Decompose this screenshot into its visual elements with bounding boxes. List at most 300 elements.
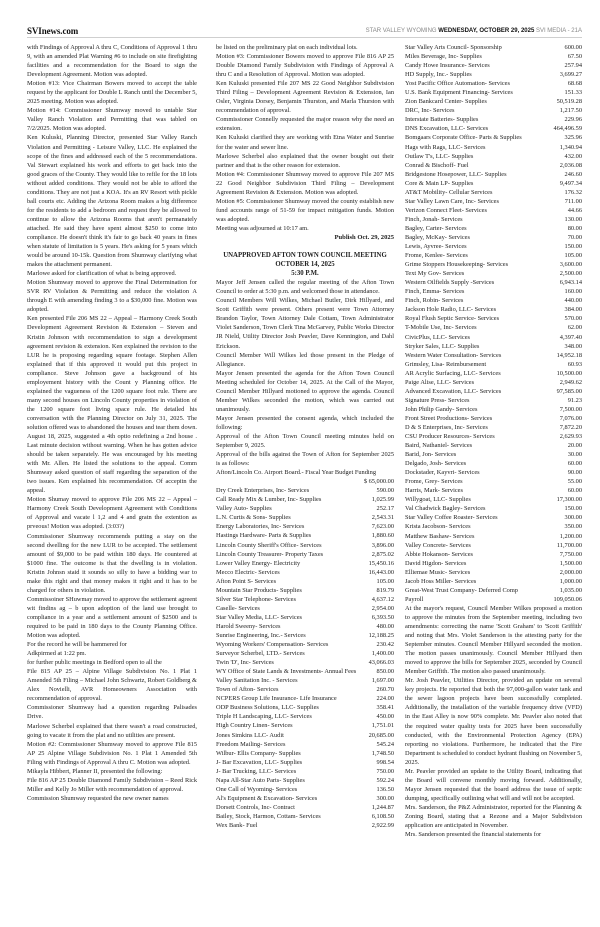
bill-amount: 1,025.99	[371, 496, 394, 504]
bill-payee: Matthew Bashaw- Services	[405, 532, 475, 540]
bill-payee: Wyoming Workers' Compensation- Services	[216, 641, 329, 649]
paragraph: Mayor Jensen presented the consent agenda, which included the following:	[216, 414, 394, 431]
paragraph: Ken Kuluski clarified they are working with Etna Water and Sunrise for the water and sewer line.	[216, 134, 394, 151]
paragraph: Approval of the bills against the Town of Afton for September 2025 is as follows:	[216, 451, 394, 468]
bill-amount: 55.00	[567, 478, 582, 486]
bill-row	[405, 513, 582, 522]
bill-row	[216, 504, 394, 513]
bill-payee: Great-West Trust Company- Deferred Comp	[405, 586, 518, 594]
bill-payee: Finch, Jonah- Services	[405, 215, 463, 223]
bill-amount: 325.96	[564, 134, 582, 142]
bill-row	[405, 423, 582, 432]
bill-row	[405, 197, 582, 206]
paragraph: File 815 AP 25 – Alpine Village Subdivision No. 1 Plat 1 Amended 5th Filing – Michael John Schwartz, Robert Goldberg & Alex Novielli, AVR Homeowners Association with recommendation of approval.	[27, 668, 197, 703]
bill-payee: Miles Beverage, Inc- Supplies	[405, 53, 482, 61]
paragraph: Mayor Jensen presented the agenda for the Afton Town Council Meeting scheduled for October 14, 2025. At the Call of the Mayor, Council Member Hillyard motioned to approve the agenda. Council Member Wilkes seconded the motion, which was carried out unanimously.	[216, 369, 394, 413]
bill-row	[216, 776, 394, 785]
paragraph: Motion #5: Commissioner Shumway moved the county establish new fund accounts range of 51-59 for impact mitigation funds. Motion was adopted.	[216, 197, 394, 223]
bill-row	[405, 242, 582, 251]
bill-payee: Star Valley Coffee Roaster- Services	[405, 514, 498, 522]
bill-amount: 1,340.94	[559, 143, 582, 151]
bill-payee: Call Ready Mix & Lumber, Inc- Supplies	[216, 496, 322, 504]
bill-amount: 1,880.60	[371, 532, 394, 540]
bill-row	[405, 459, 582, 468]
paragraph: for further public meetings in Bedford open to all the	[27, 659, 162, 667]
bill-row	[216, 731, 394, 740]
bill-amount: 136.50	[376, 785, 394, 793]
bill-payee: Finch, Robin- Services	[405, 297, 464, 305]
bill-amount: 440.00	[564, 297, 582, 305]
bill-payee: AR Acrylic Surfacing, LLC- Services	[405, 369, 501, 377]
bill-row	[405, 550, 582, 559]
paragraph: Commissioner Shumway had a question regarding Palisades Drive.	[27, 704, 197, 721]
bill-amount: 10,500.00	[556, 369, 582, 377]
bill-payee: Grime Stoppers Housekeeping- Services	[405, 261, 509, 269]
bill-row	[216, 803, 394, 812]
bill-payee: DNS Excavation, LLC- Services	[405, 125, 489, 133]
paragraph: Commissoiner SHuwmay moved to approve the settlement agreent wit findins ag – b upon adoption of the land use brought to compliance in a year and a settlement amount of $2500 and is required to be paid in 180 days to the County Planning Office. Motion was adopted.	[27, 595, 198, 640]
bill-payee: Star Valley Lawn Care, Inc- Services	[405, 197, 499, 205]
bill-payee: Frome, Kenlee- Services	[405, 252, 468, 260]
bill-amount: 97,585.00	[556, 387, 582, 395]
bill-row	[216, 676, 394, 685]
bill-payee: Town of Afton- Services	[216, 686, 279, 694]
bill-amount: 62.00	[567, 324, 582, 332]
bill-amount: 230.42	[376, 641, 394, 649]
paragraph: Commission Shumway requested the new owner names	[27, 794, 169, 802]
bill-row	[405, 52, 582, 61]
bill-amount: 2,954.00	[371, 604, 394, 612]
bill-payee: Twin 'D', Inc- Services	[216, 659, 274, 667]
bill-amount: 7,750.00	[559, 550, 582, 558]
bill-row	[405, 115, 582, 124]
bill-amount: 1,000.00	[559, 577, 582, 585]
bill-payee: Jones Simkins LLC- Audit	[216, 731, 284, 739]
bill-row	[216, 740, 394, 749]
bill-payee: AT&T Mobility- Cellular Services	[405, 188, 493, 196]
bill-row	[216, 486, 394, 495]
paragraph: Ken Kuluski, Planning Director, presented Star Valley Ranch Violation and Permitting - Leisure Valley, LLC. He explained the scope of the fines and addressed each of the 5 recommendations. Val Stewart explained his work and efforts to get back into the good graces of the County. They would like to refile for the 18 lots without added conditions. They would not be able to afford the conditions. They are not just a KOA. It's an RV Resort with pickle ball courts etc. Adding the Arizona Room makes a big difference for the residents to add a bedroom and request they be allowed to continue to allow the Arizona Rooms that aren't permanately attached. He said they have spent almost $250 to come into compliance. He doesn't think it's fair to go back 40 years in fines when statute of limitation is 5 years. He's asking for 5 years which would be around 10-15k. Question from Shumway clarifying what makes the attachment permanent.	[27, 134, 197, 269]
bill-amount: 11,700.00	[556, 541, 582, 549]
bill-payee: Lewis, Ayvree- Services	[405, 243, 467, 251]
bill-row	[216, 712, 394, 721]
bill-amount: 80.00	[567, 224, 582, 232]
paragraph: Meeting was adjourned at 10:17 am.	[216, 224, 309, 232]
bill-payee: T-Mobile Use, Inc- Services	[405, 324, 477, 332]
bill-row	[405, 224, 582, 233]
bill-row	[405, 541, 582, 550]
bill-payee: Caselle- Services	[216, 604, 260, 612]
bill-amount: 246.60	[564, 170, 582, 178]
bill-row	[405, 61, 582, 70]
paragraph: Commissioner Connelly requested the major reason why the need an extension.	[216, 116, 394, 133]
bill-amount: 30.00	[567, 451, 582, 459]
paragraph: Mrs. Sanderson, the P&Z Administrator, reported for the Planning & Zoning Board, stating that a Rezone and a Major Subdivision application are anticipated in November.	[405, 803, 582, 830]
paragraph: with Findings of Approval A thru C, Conditions of Approval 1 thru 9, with an amended Plat Warning #6 to include on site firefighting facilities and a recommendation for the Board to sign the Development Agreement. Motion was adopted.	[27, 44, 197, 79]
bill-payee: Finch, Emma- Services	[405, 288, 465, 296]
paragraph: Council Member Will Wilkes led those present in the Pledge of Allegiance.	[216, 351, 394, 368]
bill-row	[405, 188, 582, 197]
bill-row	[216, 794, 394, 803]
bill-amount: 358.41	[376, 704, 394, 712]
bill-row	[216, 721, 394, 730]
bill-amount: 257.94	[564, 62, 582, 70]
bill-payee: Mecco Electric- Services	[216, 568, 280, 576]
bill-payee: Verizon Connect Fleet- Services	[405, 206, 487, 214]
bill-payee: ODP Business Solutions, LLC- Supplies	[216, 704, 319, 712]
bill-payee: Bridgestone Hosepower, LLC- Supplies	[405, 170, 507, 178]
bill-amount: 7,872.20	[559, 423, 582, 431]
bill-row	[216, 559, 394, 568]
bill-payee: Abbie Hokanson- Services	[405, 550, 474, 558]
bill-payee: Lincoln County Treasurer- Property Taxes	[216, 550, 324, 558]
bill-payee: DRC, Inc- Services	[405, 107, 455, 115]
bill-amount: 1,244.87	[371, 803, 394, 811]
bill-payee: Baird, Nathaniel- Services	[405, 442, 473, 450]
paragraph: For the record he will be hammered for	[27, 641, 127, 649]
bill-amount: 998.54	[376, 758, 394, 766]
bill-row	[405, 477, 582, 486]
bill-row	[216, 640, 394, 649]
bill-row	[405, 323, 582, 332]
bill-payee: Yost Pacific Office Automation- Services	[405, 80, 510, 88]
bill-amount: 300.00	[376, 794, 394, 802]
bill-payee: John Philip Gandy- Services	[405, 405, 478, 413]
bill-amount: 70.00	[567, 233, 582, 241]
bill-row	[216, 568, 394, 577]
bill-row	[405, 251, 582, 260]
bill-row	[216, 785, 394, 794]
bill-row	[405, 432, 582, 441]
bill-amount: 1,035.00	[559, 586, 582, 594]
bill-row	[216, 622, 394, 631]
meeting-heading: UNAPPROVED AFTON TOWN COUNCIL MEETING	[223, 252, 387, 260]
bill-amount: 2,500.00	[559, 270, 582, 278]
bill-row	[405, 595, 582, 604]
paragraph: File 816 AP 25 Double Diamond Family Subdivision – Reed Rick Miller and Kelly Jo Miller with recommendation of approval.	[27, 776, 197, 793]
site-name: SVInews.com	[27, 26, 79, 36]
bill-payee: Wilbur- Ellis Company- Supplies	[216, 749, 301, 757]
bill-amount: 44.66	[567, 206, 582, 214]
bill-amount: 4,397.40	[559, 333, 582, 341]
bill-payee: Conrad & Bischoff- Fuel	[405, 161, 469, 169]
bill-row	[405, 559, 582, 568]
bill-row	[405, 396, 582, 405]
bill-row	[405, 296, 582, 305]
paragraph: Adkpirmed at 1:22 pm.	[27, 650, 87, 658]
bill-row	[405, 532, 582, 541]
bill-payee: CivicPlus, LLC- Services	[405, 333, 471, 341]
bill-payee: Lincoln County Sheriff's Office- Services	[216, 541, 322, 549]
bill-row	[405, 88, 582, 97]
bill-amount: 2,949.62	[559, 378, 582, 386]
bill-payee: Stryker Sales, LLC- Supplies	[405, 342, 480, 350]
bill-payee: Elliemae Music- Services	[405, 568, 471, 576]
bill-payee: Lower Valley Energy- Electricity	[216, 559, 301, 567]
bill-payee: Grimsley, Lisa- Reimbursement	[405, 360, 487, 368]
bill-row	[405, 143, 582, 152]
bill-amount: 6,943.14	[559, 279, 582, 287]
bill-row	[216, 703, 394, 712]
paragraph: Mayor Jeff Jensen called the regular meeting of the Afton Town Council to order at 5:30 p.m. and welcomed those in attendance.	[216, 279, 394, 296]
bill-row	[405, 179, 582, 188]
bill-payee: Candy Howe Insurance- Services	[405, 62, 490, 70]
bill-row	[216, 812, 394, 821]
bill-amount: 15,450.16	[368, 559, 394, 567]
bill-row	[405, 233, 582, 242]
bill-row	[216, 586, 394, 595]
bill-row	[405, 387, 582, 396]
paragraph: Mr. Peavler provided an update to the Utility Board, indicating that the Board will convene monthly moving forward. Additionally, Mayor Jensen requested that the board address the issue of septic dumping, specifically outlining what will and will not be accepted.	[405, 767, 582, 802]
bill-payee: Krista Jacobson- Services	[405, 523, 471, 531]
paragraph: Ken Kuluski presented File 207 MS 22 Good Neighbor Subdivision Third Filing – Development Agreement Revision & Extension, Ian Osler, Virginia Dorsey, Benjamin Thurston, and Marla Thurston with recommendation of approval.	[216, 80, 394, 115]
bill-amount: 750.00	[376, 767, 394, 775]
bill-amount: 105.00	[564, 252, 582, 260]
bill-row	[405, 351, 582, 360]
bill-payee: Valley Concrete- Services	[405, 541, 471, 549]
bill-payee: Afton Point S- Services	[216, 577, 277, 585]
bill-row	[216, 531, 394, 540]
bill-payee: WY Office of State Lands & Investments- Annual Fees	[216, 668, 357, 676]
bill-row	[216, 821, 394, 830]
bill-amount: 9,497.34	[559, 179, 582, 187]
bill-amount: 260.70	[376, 686, 394, 694]
bill-payee: Zion Bankcard Center- Supplies	[405, 98, 487, 106]
bill-payee: Core & Main LP- Supplies	[405, 179, 474, 187]
bill-row	[405, 133, 582, 142]
bill-row	[216, 658, 394, 667]
bill-row	[405, 378, 582, 387]
bill-row	[405, 369, 582, 378]
bill-row	[216, 767, 394, 776]
bill-amount: 20,685.00	[368, 731, 394, 739]
bill-amount: 2,875.02	[371, 550, 394, 558]
bill-row	[405, 170, 582, 179]
bill-payee: Dry Creek Enterprises, Inc- Services	[216, 487, 310, 495]
bill-amount: 2,629.93	[559, 433, 582, 441]
bill-payee: High Country Linen- Services	[216, 722, 293, 730]
paragraph: Motion #13: Vice Chairman Bowers moved to accept the table request by the applicant for Double L Ranch until the December 5, 2025 meeting. Motion was adopted.	[27, 80, 197, 106]
bill-amount: 590.00	[376, 487, 394, 495]
bill-payee: Bagley, Carter- Services	[405, 224, 467, 232]
bill-row	[405, 152, 582, 161]
bill-row	[405, 360, 582, 369]
bill-row	[405, 314, 582, 323]
bill-payee: Valley Sanitation Inc. - Services	[216, 677, 298, 685]
bill-row	[405, 577, 582, 586]
bill-payee: Al's Equipment & Excavation- Services	[216, 794, 318, 802]
bill-amount: 50,519.28	[556, 98, 582, 106]
bill-row	[405, 450, 582, 459]
bill-row	[216, 541, 394, 550]
bill-row	[405, 342, 582, 351]
bill-payee: Outlaw T's, LLC- Supplies	[405, 152, 474, 160]
bill-amount: 348.00	[564, 342, 582, 350]
bill-row	[405, 504, 582, 513]
bill-amount: 224.00	[376, 695, 394, 703]
bill-amount: 60.00	[567, 487, 582, 495]
bill-amount: 350.00	[564, 523, 582, 531]
bill-row	[405, 568, 582, 577]
page-number: SVI MEDIA - 21A	[535, 28, 582, 34]
bill-payee: D & S Enterprises, Inc- Services	[405, 423, 488, 431]
bill-amount: 3,600.00	[559, 261, 582, 269]
bill-amount: 6,393.50	[371, 613, 394, 621]
bill-payee: Bailey, Stock, Harmon, Cottam- Services	[216, 812, 321, 820]
bill-row	[405, 405, 582, 414]
bill-amount: 68.68	[567, 80, 582, 88]
bill-amount: 90.00	[567, 469, 582, 477]
bill-amount: 1,400.00	[371, 650, 394, 658]
bill-row	[216, 522, 394, 531]
bill-payee: L.N. Curtis & Sons- Supplies	[216, 514, 291, 522]
bill-payee: CSU Producer Resources- Services	[405, 433, 495, 441]
bill-payee: Text My Gov- Services	[405, 270, 465, 278]
bill-payee: J- Bar Excavation, LLC- Supplies	[216, 758, 303, 766]
bill-amount: 60.93	[567, 360, 582, 368]
bill-amount: 7,623.00	[371, 523, 394, 531]
bill-payee: Bomgaars Corporate Office- Parts & Supplies	[405, 134, 522, 142]
bill-payee: Dockstader, Kayvri- Services	[405, 469, 480, 477]
bill-row	[216, 513, 394, 522]
bill-row	[216, 685, 394, 694]
column-3	[405, 43, 582, 839]
bill-amount: 105.00	[376, 577, 394, 585]
bill-payee: Front Street Productions- Services	[405, 414, 493, 422]
publish-date: Publish Oct. 29, 2025	[334, 233, 394, 241]
issue-date: WEDNESDAY, OCTOBER 29, 2025	[438, 28, 535, 34]
bill-amount: 6,108.50	[371, 812, 394, 820]
dateline	[366, 28, 582, 34]
bill-amount: 150.00	[564, 505, 582, 513]
bill-payee: Western Water Consultation- Services	[405, 351, 502, 359]
bill-row	[405, 522, 582, 531]
meeting-heading: OCTOBER 14, 2025	[275, 261, 335, 269]
bill-amount: 450.00	[376, 713, 394, 721]
column-1	[27, 43, 197, 803]
bill-payee: Bagley, McKay- Services	[405, 233, 470, 241]
bill-payee: Payroll	[405, 595, 424, 603]
bill-row	[405, 70, 582, 79]
bill-payee: Jackson Hole Radio, LLC- Services	[405, 306, 497, 314]
bill-row	[405, 468, 582, 477]
paragraph: Mikayla Hibbert, Planner II, presented the following:	[27, 767, 163, 775]
paragraph: Mrs. Sanderson presented the financial statements for	[405, 831, 542, 839]
bill-payee: Barid, Jon- Services	[405, 451, 457, 459]
bill-amount: 2,036.08	[559, 161, 582, 169]
bill-payee: Mountain Star Products- Supplies	[216, 586, 302, 594]
bill-payee: Paige Alise, LLC- Services	[405, 378, 475, 386]
bill-payee: Star Valley Arts Council- Sponsorship	[405, 44, 502, 51]
bill-row	[405, 486, 582, 495]
bill-row	[405, 161, 582, 170]
bill-amount: 1,500.00	[559, 559, 582, 567]
bill-amount: 432.00	[564, 152, 582, 160]
bill-amount: 229.96	[564, 116, 582, 124]
bill-payee: Hastings Hardware- Parts & Supplies	[216, 532, 312, 540]
bill-row	[405, 269, 582, 278]
bill-payee: Signature Press- Services	[405, 396, 470, 404]
bill-amount: 1,751.01	[371, 722, 394, 730]
bill-amount: 60.00	[567, 460, 582, 468]
paragraph: Motion #3: Commissioner Bowers moved to approve File 816 AP 25 Double Diamond Family Subdivision with Findings of Approval A thru C and a Resolution of Approval. Motion was adopted.	[216, 53, 394, 79]
bill-amount: 43,066.03	[368, 659, 394, 667]
bill-row	[405, 441, 582, 450]
bill-payee: Silver Star Telephone- Services	[216, 595, 296, 603]
bill-payee: Delgado, Josh- Services	[405, 460, 467, 468]
bill-amount: 20.00	[567, 442, 582, 450]
bill-payee: Freedom Mailing- Services	[216, 740, 286, 748]
bill-amount: 1,748.50	[371, 749, 394, 757]
bill-row	[405, 215, 582, 224]
paragraph: Motion Shumway moved to approve the Final Determination for SVR RV Violation & Permitting and reduce the violation A through E with amending finding 3 to a $30,000 fine. Motion was adopted.	[27, 279, 197, 314]
bill-amount: 7,500.00	[559, 405, 582, 413]
bill-payee: One Call of Wyoming- Services	[216, 785, 298, 793]
bill-payee: Western Oilfields Supply -Services	[405, 279, 495, 287]
paragraph: Commissioner Shumway recommends putting a stay on the second dwelling for the new LUR to be accepted. The settlement amount of $9,000 to be paid within 180 days. He countered at $1000 fine. The outcome is that the dwelling is in violation. Kristin Johnsn staid it sounds so silly to have a bidding war to make this right and that money makes it right and it has to be charged for others in violation.	[27, 532, 197, 594]
bill-amount: 150.00	[564, 243, 582, 251]
bill-payee: Interstate Batteries- Supplies	[405, 116, 479, 124]
bill-payee: David Higdon- Services	[405, 559, 467, 567]
bill-payee: Sunrise Engineering, Inc.- Services	[216, 632, 306, 639]
bill-row	[405, 97, 582, 106]
paragraph: Marlowe asked for clarification of what is being approved.	[27, 270, 177, 278]
bill-row	[405, 206, 582, 215]
paragraph: Motion #4: Commissioner Shumway moved to approve File 207 MS 22 Good Neighbor Subdivision Third Filing – Development Agreement Revision & Extension. Motion was adopted.	[216, 170, 394, 196]
bill-payee: Surveyor Scherbel, LTD.- Services	[216, 650, 305, 658]
bill-amount: 2,543.31	[371, 514, 394, 522]
bill-amount: 7,076.00	[559, 414, 582, 422]
paragraph: Ken presented File 206 MS 22 – Appeal – Harmony Creek South Development Agreement Revision & Extension – Steven and Kristin Johnson with recommendation to sign a development agreement revision & extension. Ken explained the revision to the LUR he is proposing regarding square footage. Stephen Allen explained that if this approved it would put this project in compliance. Steve Johnson gave a background of his employement history with the Count y Planning office. He explained the vagueness of the 1200 square foot rule. There are many second houses on Lincoln County properties in violation of the 1200 square foot living space rule. He detailed his conversation with the Planning Director on July 31, 2025. The solution offered was to abandoned the houses and tear them down. August 18, 2025, suggested a 4th optio redefining a 2nd house . Last minute decision without warning. When he has gotten advice should be taken separately. He was encouraged by his meeting with Mr. Allen. He listed the solutions to the appeal. Comm Shumway asked question of staff regarding the separation of the two issues. Ken explained his recommendation. Of accepitn the appeal.	[27, 315, 197, 495]
bill-payee: Dorsett Controls, Inc- Contract	[216, 803, 295, 811]
meeting-heading: 5:30 P.M.	[291, 270, 319, 278]
bill-row	[405, 305, 582, 314]
bill-payee: Val Chadwick Bagley- Services	[405, 505, 486, 513]
paragraph: Motion #14: Commissioner Shumway moved to untable Star Valley Ranch Violation and Permitting that was tabled on 7/2/2025. Motion was adopted.	[27, 107, 197, 133]
bill-amount: 1,200.00	[559, 532, 582, 540]
bill-amount: 176.32	[564, 188, 582, 196]
paragraph: Marlowe Scherbel explained that there wasn't a road constructed, going to vacate it from the plat and no utilities are present.	[27, 722, 197, 739]
bill-row	[405, 586, 582, 595]
bill-payee: Hags with Rags, LLC- Services	[405, 143, 486, 151]
bill-row	[405, 414, 582, 423]
bill-amount: 67.50	[567, 53, 582, 61]
bill-row	[405, 106, 582, 115]
bill-amount: $ 65,000.00	[363, 478, 394, 486]
bill-payee: Star Valley Media, LLC- Services	[216, 613, 303, 621]
bill-payee: Afton/Lincoln Co. Airport Board.- Fiscal Year Budget Funding	[216, 469, 376, 477]
paragraph: Marlowe Scherbel also explained that the owner bought out their partner and that is the other reason for extension.	[216, 152, 394, 169]
bill-row	[405, 333, 582, 342]
bill-payee: J- Bar Trucking, LLC- Services	[216, 767, 297, 775]
bill-payee: Royal Flush Septic Service- Services	[405, 315, 500, 323]
bill-payee: Wex Bank- Fuel	[216, 821, 258, 829]
bill-amount: 480.00	[376, 622, 394, 630]
bill-amount: 3,699.27	[559, 71, 582, 79]
bill-amount: 151.33	[564, 89, 582, 97]
page-header	[27, 26, 582, 38]
bill-amount: 12,188.25	[368, 632, 394, 639]
bill-amount: 2,922.99	[371, 821, 394, 829]
bill-row	[216, 550, 394, 559]
bill-row	[405, 260, 582, 269]
bill-payee: Energy Laboratories, Inc- Services	[216, 523, 305, 531]
bill-row	[405, 495, 582, 504]
bill-payee: Jacob Hoss Miller- Services	[405, 577, 477, 585]
paper-name: STAR VALLEY WYOMING	[365, 28, 437, 34]
bill-payee: U.S. Bank Equipment Financing- Services	[405, 89, 513, 97]
bill-amount: 300.00	[564, 514, 582, 522]
